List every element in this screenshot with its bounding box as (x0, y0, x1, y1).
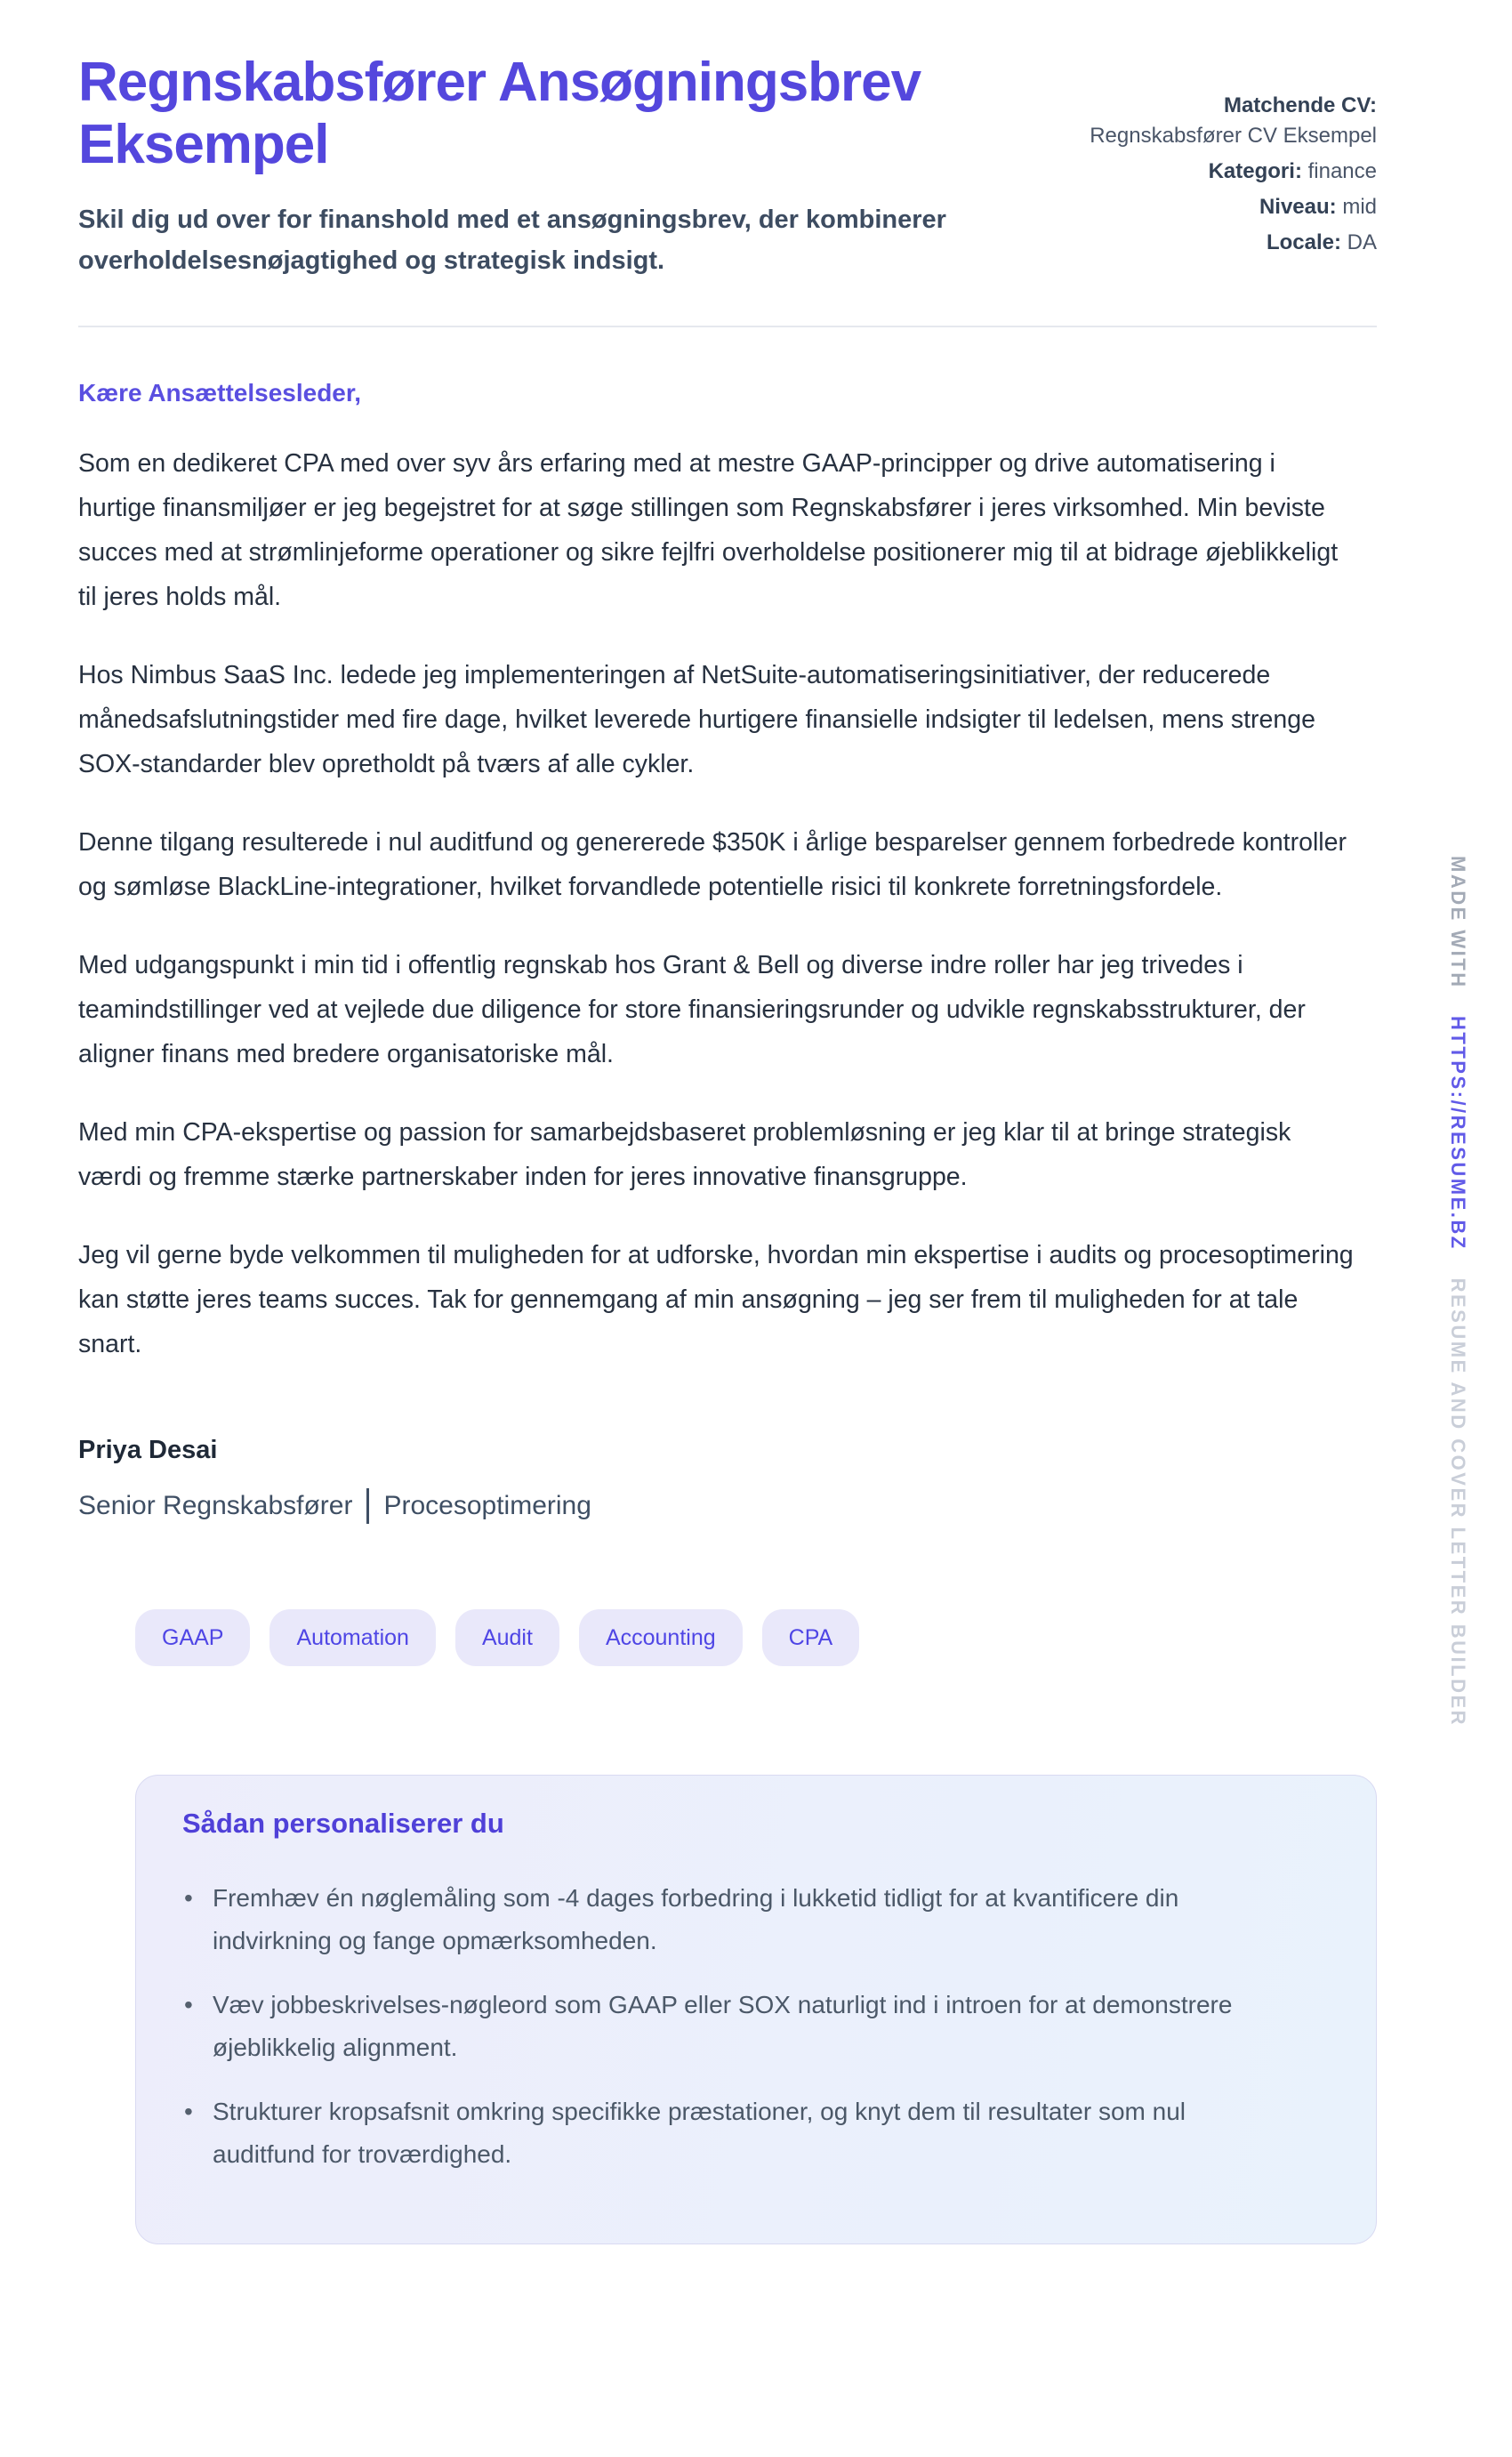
letter-paragraph: Jeg vil gerne byde velkommen til muligheden for at udforske, hvordan min ekspertise i audits og procesoptimering kan støtte jeres teams succes. Tak for gennemgang af min ansøgning – jeg ser frem til muligheden for at tale snart. (78, 1241, 1354, 1358)
signature-title-specialty: Procesoptimering (383, 1491, 591, 1520)
page-title: Regnskabsfører Ansøgningsbrev Eksempel (78, 52, 921, 175)
tip-item: • Væv jobbeskrivelses-nøgleord som GAAP eller SOX naturligt ind i introen for at demonstrere øjeblikkelig alignment. (182, 1984, 1294, 2069)
signature-separator (366, 1488, 369, 1524)
meta-level-label: Niveau: (1259, 195, 1337, 219)
letter-paragraph: Som en dedikeret CPA med over syv års erfaring med at mestre GAAP-principper og drive automatisering i hurtige finansmiljøer er jeg begejstret for at søge stillingen som Regnskabsfører i jeres virksomhed. Min beviste succes med at strømlinjeforme operationer og sikre fejlfri overholdelse positionerer mig til at bidrage øjeblikkeligt til jeres holds mål. (78, 449, 1339, 611)
watermark-rail (1446, 856, 1469, 1727)
meta-level-value: mid (1342, 195, 1377, 219)
meta-category-value: finance (1307, 159, 1377, 183)
letter-body (0, 327, 1512, 1524)
letter-paragraph: Hos Nimbus SaaS Inc. ledede jeg implementeringen af NetSuite-automatiseringsinitiativer, der reducerede månedsafslutningstider med fire dage, hvilket leverede hurtigere finansielle indsigter til ledelsen, mens strenge SOX-standarder blev opretholdt på tværs af alle cykler. (78, 661, 1315, 778)
signature-title-role: Senior Regnskabsfører (78, 1491, 353, 1520)
watermark-made-with: MADE WITH (1447, 856, 1469, 989)
watermark-resume-bz-link[interactable]: HTTPS://RESUME.BZ (1447, 1016, 1469, 1251)
skill-tags (135, 1609, 1377, 1666)
tag-accounting[interactable]: Accounting (579, 1609, 743, 1666)
letter-signature (78, 1436, 1354, 1524)
meta-level (1083, 192, 1377, 222)
signature-name: Priya Desai (78, 1436, 218, 1464)
meta-category (1083, 157, 1377, 187)
tip-card-title: Sådan personaliserer du (182, 1808, 504, 1839)
meta-matching-cv-label: Matchende CV: (1223, 93, 1377, 117)
letter-greeting: Kære Ansættelsesleder, (78, 379, 361, 407)
meta-panel (1083, 91, 1377, 263)
watermark-builder-text: RESUME AND COVER LETTER BUILDER (1447, 1277, 1469, 1728)
letter-paragraph: Med udgangspunkt i min tid i offentlig regnskab hos Grant & Bell og diverse indre roller har jeg trivedes i teamindstillinger ved at vejlede due diligence for store finansieringsrunder og udvikle regnskabsstrukturer, der aligner finans med bredere organisatoriske mål. (78, 951, 1306, 1068)
meta-locale (1083, 228, 1377, 258)
meta-matching-cv (1083, 91, 1377, 151)
signature-title (78, 1488, 1354, 1524)
tag-audit[interactable]: Audit (455, 1609, 559, 1666)
meta-matching-cv-value[interactable]: Regnskabsfører CV Eksempel (1090, 124, 1377, 148)
page-subtitle: Skil dig ud over for finanshold med et ansøgningsbrev, der kombinerer overholdelsesnøjagtighed og strategisk indsigt. (78, 205, 946, 275)
meta-category-label: Kategori: (1208, 159, 1302, 183)
tip-list (182, 1877, 1326, 2176)
personalization-tip-card (135, 1775, 1377, 2244)
tag-gaap[interactable]: GAAP (135, 1609, 250, 1666)
meta-locale-value: DA (1347, 230, 1377, 254)
page-header (0, 0, 1512, 281)
letter-paragraph: Denne tilgang resulterede i nul auditfund og genererede $350K i årlige besparelser gennem forbedrede kontroller og sømløse BlackLine-integrationer, hvilket forvandlede potentielle risici til konkrete forretningsfordele. (78, 828, 1347, 901)
meta-locale-label: Locale: (1266, 230, 1341, 254)
tag-automation[interactable]: Automation (269, 1609, 435, 1666)
tag-cpa[interactable]: CPA (762, 1609, 860, 1666)
tip-item: • Fremhæv én nøglemåling som -4 dages forbedring i lukketid tidligt for at kvantificere din indvirkning og fange opmærksomheden. (182, 1877, 1294, 1962)
tip-item: • Strukturer kropsafsnit omkring specifikke præstationer, og knyt dem til resultater som nul auditfund for troværdighed. (182, 2090, 1294, 2176)
letter-paragraph: Med min CPA-ekspertise og passion for samarbejdsbaseret problemløsning er jeg klar til at bringe strategisk værdi og fremme stærke partnerskaber inden for jeres innovative finansgruppe. (78, 1118, 1291, 1191)
header-title-block (78, 52, 1021, 281)
